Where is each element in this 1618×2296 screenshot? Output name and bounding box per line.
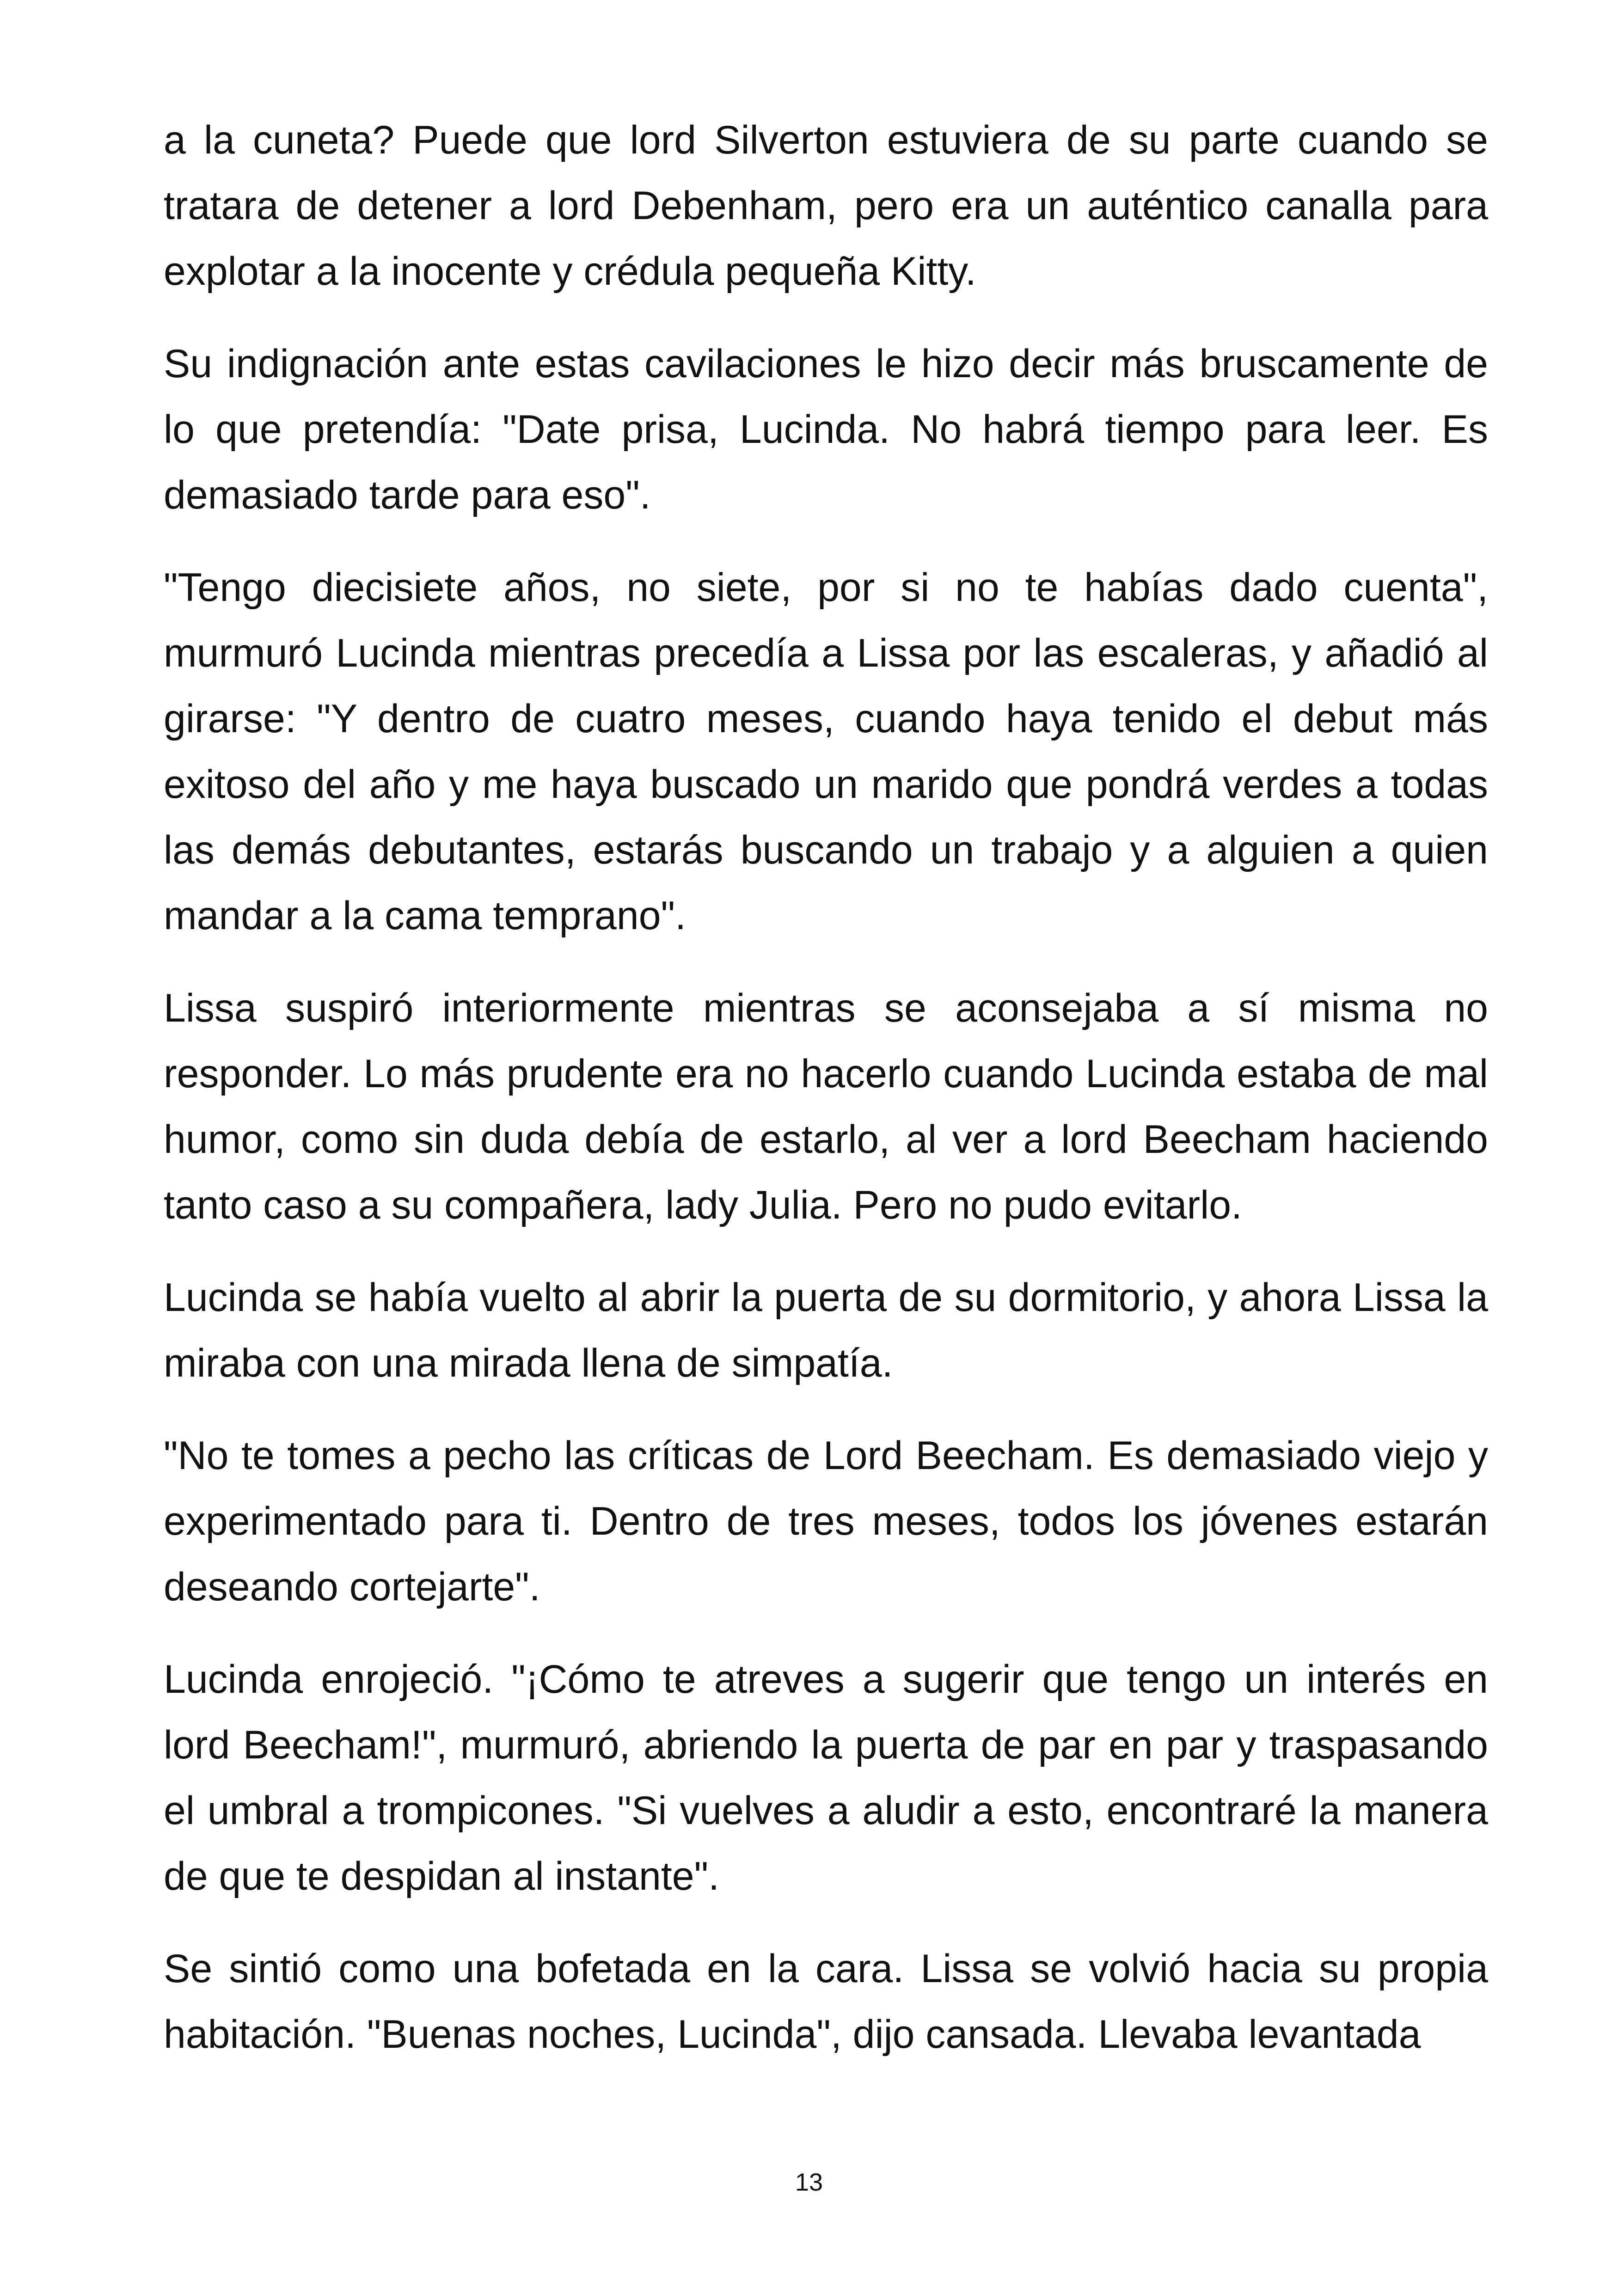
paragraph: "Tengo diecisiete años, no siete, por si no te habías dado cuenta", murmuró Lucinda mientras precedía a Lissa por las escaleras, y añadió al girarse: "Y dentro de cuatro meses, cuando haya tenido el debut más exitoso del año y me haya buscado un marido que pondrá verdes a todas las demás debutantes, estarás buscando un trabajo y a alguien a quien mandar a la cama temprano". (164, 565, 1488, 938)
paragraph: Lucinda enrojeció. "¡Cómo te atreves a sugerir que tengo un interés en lord Beecham!", murmuró, abriendo la puerta de par en par y traspasando el umbral a trompicones. "Si vuelves a aludir a esto, encontraré la manera de que te despidan al instante". (164, 1657, 1488, 1898)
page-number: 13 (795, 2168, 823, 2196)
paragraph: "No te tomes a pecho las críticas de Lord Beecham. Es demasiado viejo y experimentado para ti. Dentro de tres meses, todos los jóvenes estarán deseando cortejarte". (164, 1433, 1488, 1609)
body-text (164, 107, 1488, 2094)
paragraph: Su indignación ante estas cavilaciones le hizo decir más bruscamente de lo que pretendía: "Date prisa, Lucinda. No habrá tiempo para leer. Es demasiado tarde para eso". (164, 342, 1488, 517)
paragraph: Se sintió como una bofetada en la cara. Lissa se volvió hacia su propia habitación. "Buenas noches, Lucinda", dijo cansada. Llevaba levantada (164, 1947, 1488, 2057)
paragraph: Lissa suspiró interiormente mientras se aconsejaba a sí misma no responder. Lo más prudente era no hacerlo cuando Lucinda estaba de mal humor, como sin duda debía de estarlo, al ver a lord Beecham haciendo tanto caso a su compañera, lady Julia. Pero no pudo evitarlo. (164, 986, 1488, 1227)
paragraph: Lucinda se había vuelto al abrir la puerta de su dormitorio, y ahora Lissa la miraba con una mirada llena de simpatía. (164, 1275, 1488, 1385)
paragraph: a la cuneta? Puede que lord Silverton estuviera de su parte cuando se tratara de detener a lord Debenham, pero era un auténtico canalla para explotar a la inocente y crédula pequeña Kitty. (164, 118, 1488, 294)
